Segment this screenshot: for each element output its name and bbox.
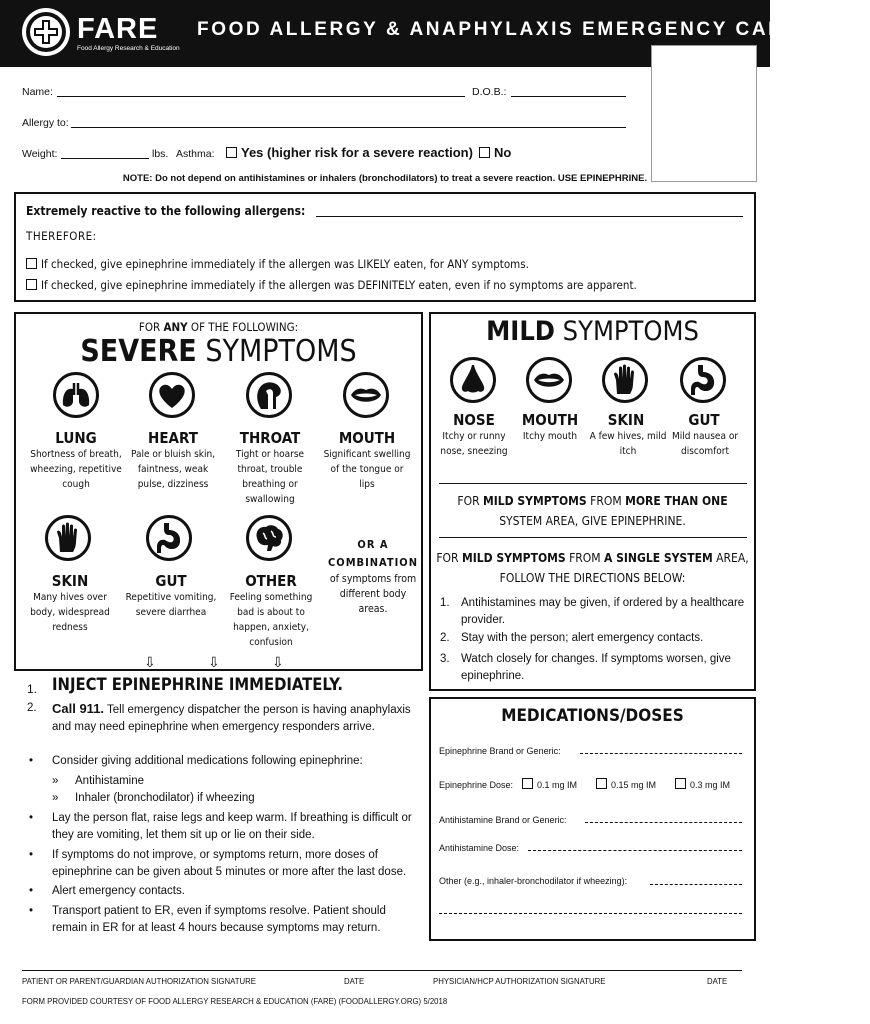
antihistamine-brand-label: Antihistamine Brand or Generic: bbox=[439, 815, 567, 825]
logo-wordmark: FARE bbox=[77, 13, 159, 45]
mild-mouth-name: MOUTH bbox=[521, 411, 579, 429]
date-label: DATE bbox=[707, 977, 728, 986]
step1-number: 1. bbox=[27, 682, 38, 696]
dose-checkbox[interactable] bbox=[675, 778, 686, 789]
heart-icon bbox=[149, 372, 195, 418]
dose-checkbox[interactable] bbox=[522, 778, 533, 789]
weight-field[interactable] bbox=[61, 158, 149, 159]
mild-step-3: Watch closely for changes. If symptoms worsen, give epinephrine. bbox=[461, 653, 731, 682]
brain-icon bbox=[246, 515, 292, 561]
fare-logo-icon bbox=[22, 8, 70, 56]
bullet-icon: • bbox=[29, 755, 34, 767]
antihistamine-dose-label: Antihistamine Dose: bbox=[439, 843, 520, 853]
sub-inhaler: Inhaler (bronchodilator) if wheezing bbox=[75, 792, 255, 804]
mild-step-1: Antihistamines may be given, if ordered by a healthcare provider. bbox=[461, 597, 745, 626]
for-any-label: FOR ANY OF THE FOLLOWING: bbox=[138, 320, 299, 334]
lungs-icon bbox=[53, 372, 99, 418]
severe-throat-desc: Tight or hoarse throat, trouble breathing or swallowing bbox=[235, 449, 305, 505]
dose-option-0-3[interactable]: 0.3 mg IM bbox=[675, 778, 730, 790]
mouth-icon bbox=[343, 372, 389, 418]
severe-lung-name: LUNG bbox=[55, 429, 97, 447]
severe-other-desc: Feeling something bad is about to happen, anxiety, confusion bbox=[229, 592, 313, 648]
epi-brand-label: Epinephrine Brand or Generic: bbox=[439, 746, 561, 756]
mild-step-number: 3. bbox=[440, 653, 450, 665]
medications-title: MEDICATIONS/DOSES bbox=[501, 706, 684, 726]
bullet-icon: • bbox=[29, 885, 34, 897]
mild-skin-name: SKIN bbox=[607, 411, 645, 429]
dob-label: D.O.B.: bbox=[472, 86, 507, 98]
mild-nose-name: NOSE bbox=[453, 411, 495, 429]
mild-single-system: FOR MILD SYMPTOMS FROM A SINGLE SYSTEM AREA, FOLLOW THE DIRECTIONS BELOW: bbox=[436, 551, 749, 585]
hand-icon bbox=[602, 357, 648, 403]
bullet-transport: Transport patient to ER, even if symptoms resolve. Patient should remain in ER for at least 4 hours because symptoms may return. bbox=[52, 905, 386, 934]
bullet-icon: • bbox=[29, 905, 34, 917]
definitely-label: If checked, give epinephrine immediately if the allergen was DEFINITELY eaten, even if no symptoms are apparent. bbox=[41, 278, 637, 292]
asthma-yes-option[interactable] bbox=[226, 145, 473, 160]
severe-title: SEVERE SYMPTOMS bbox=[80, 334, 357, 369]
throat-icon bbox=[246, 372, 292, 418]
severe-mouth-name: MOUTH bbox=[338, 429, 396, 447]
dose-option-0-1[interactable]: 0.1 mg IM bbox=[522, 778, 577, 790]
stomach-icon bbox=[146, 515, 192, 561]
bullet-icon: • bbox=[29, 849, 34, 861]
mild-skin-desc: A few hives, mild itch bbox=[589, 431, 667, 457]
severe-skin-desc: Many hives over body, widespread redness bbox=[30, 592, 110, 633]
other-med-field-2[interactable] bbox=[439, 913, 742, 914]
other-med-field[interactable] bbox=[650, 884, 742, 885]
definitely-checkbox[interactable] bbox=[26, 279, 37, 290]
patient-signature-label: PATIENT OR PARENT/GUARDIAN AUTHORIZATION SIGNATURE bbox=[22, 977, 256, 986]
bullet-additional-meds: Consider giving additional medications following epinephrine: bbox=[52, 755, 363, 767]
down-arrow-icon: ⇩ bbox=[144, 654, 156, 670]
logo-subtext: Food Allergy Research & Education bbox=[77, 45, 180, 52]
sub-bullet-icon: » bbox=[52, 792, 59, 804]
severe-lung-desc: Shortness of breath, wheezing, repetitive cough bbox=[30, 449, 122, 490]
severe-gut-name: GUT bbox=[155, 572, 187, 590]
severe-heart-desc: Pale or bluish skin, faintness, weak pulse, dizziness bbox=[130, 449, 216, 490]
down-arrow-icon: ⇩ bbox=[208, 654, 220, 670]
likely-label: If checked, give epinephrine immediately if the allergen was LIKELY eaten, for ANY symptoms. bbox=[41, 257, 529, 271]
divider bbox=[439, 537, 747, 538]
severe-other-name: OTHER bbox=[245, 572, 297, 590]
weight-label: Weight: bbox=[22, 148, 58, 160]
date-label: DATE bbox=[344, 977, 365, 986]
other-med-label: Other (e.g., inhaler-bronchodilator if wheezing): bbox=[439, 876, 628, 886]
severe-heart-name: HEART bbox=[148, 429, 198, 447]
lbs-label: lbs. bbox=[152, 148, 169, 160]
epi-brand-field[interactable] bbox=[580, 753, 742, 754]
note-text: NOTE: Do not depend on antihistamines or inhalers (bronchodilators) to treat a severe reaction. USE EPINEPHRINE. bbox=[122, 173, 648, 184]
dob-field[interactable] bbox=[511, 96, 626, 97]
antihistamine-brand-field[interactable] bbox=[585, 822, 742, 823]
combination-desc: of symptoms from different body areas. bbox=[329, 573, 417, 615]
bullet-lay-flat: Lay the person flat, raise legs and keep warm. If breathing is difficult or they are vomiting, let them sit up or lie on their side. bbox=[52, 812, 412, 841]
bullet-icon: • bbox=[29, 812, 34, 824]
mild-step-number: 1. bbox=[440, 597, 450, 609]
asthma-no-label: No bbox=[494, 145, 512, 160]
mild-more-than-one: FOR MILD SYMPTOMS FROM MORE THAN ONE SYSTEM AREA, GIVE EPINEPHRINE. bbox=[457, 494, 728, 528]
likely-checkbox[interactable] bbox=[26, 258, 37, 269]
severe-skin-name: SKIN bbox=[51, 572, 89, 590]
asthma-no-checkbox[interactable] bbox=[479, 147, 490, 158]
asthma-no-option[interactable] bbox=[479, 145, 511, 160]
allergen-option-definitely[interactable] bbox=[26, 278, 637, 292]
dose-checkbox[interactable] bbox=[596, 778, 607, 789]
mild-gut-desc: Mild nausea or discomfort bbox=[671, 431, 739, 457]
combination-label: OR A COMBINATION bbox=[328, 538, 418, 569]
step2-number: 2. bbox=[27, 702, 37, 714]
severe-throat-name: THROAT bbox=[239, 429, 301, 447]
severe-gut-desc: Repetitive vomiting, severe diarrhea bbox=[125, 592, 217, 618]
nose-icon bbox=[450, 357, 496, 403]
courtesy-text: FORM PROVIDED COURTESY OF FOOD ALLERGY RESEARCH & EDUCATION (FARE) (FOODALLERGY.ORG) 5/2018 bbox=[22, 997, 448, 1006]
asthma-yes-label: Yes (higher risk for a severe reaction) bbox=[241, 145, 473, 160]
mild-step-2: Stay with the person; alert emergency contacts. bbox=[461, 632, 704, 644]
bullet-more-doses: If symptoms do not improve, or symptoms return, more doses of epinephrine can be given about 5 minutes or more after the last dose. bbox=[52, 849, 407, 878]
mild-title: MILD SYMPTOMS bbox=[486, 316, 699, 347]
signature-line[interactable] bbox=[22, 970, 742, 971]
mild-step-number: 2. bbox=[440, 632, 450, 644]
step2-text: Call 911. Tell emergency dispatcher the person is having anaphylaxis and may need epinephrine when emergency responders arrive. bbox=[52, 701, 411, 733]
allergen-option-likely[interactable] bbox=[26, 257, 529, 271]
therefore-label: THEREFORE: bbox=[26, 229, 97, 243]
mouth-icon bbox=[526, 357, 572, 403]
allergen-box bbox=[14, 192, 756, 302]
page-title: FOOD ALLERGY & ANAPHYLAXIS EMERGENCY CARE PLAN bbox=[197, 19, 870, 40]
allergy-field[interactable] bbox=[71, 127, 626, 128]
asthma-yes-checkbox[interactable] bbox=[226, 147, 237, 158]
mild-mouth-desc: Itchy mouth bbox=[522, 431, 578, 442]
bullet-alert-contacts: Alert emergency contacts. bbox=[52, 885, 185, 897]
name-label: Name: bbox=[22, 86, 53, 98]
photo-placeholder[interactable] bbox=[651, 45, 757, 182]
hand-icon bbox=[45, 515, 91, 561]
asthma-label: Asthma: bbox=[176, 148, 215, 160]
inject-epinephrine: INJECT EPINEPHRINE IMMEDIATELY. bbox=[52, 675, 343, 694]
dose-option-0-15[interactable]: 0.15 mg IM bbox=[596, 778, 656, 790]
allergy-label: Allergy to: bbox=[22, 117, 69, 129]
stomach-icon bbox=[680, 357, 726, 403]
allergen-heading: Extremely reactive to the following allergens: bbox=[26, 204, 306, 218]
physician-signature-label: PHYSICIAN/HCP AUTHORIZATION SIGNATURE bbox=[433, 977, 606, 986]
severe-mouth-desc: Significant swelling of the tongue or lips bbox=[323, 449, 411, 490]
antihistamine-dose-field[interactable] bbox=[528, 850, 742, 851]
mild-gut-name: GUT bbox=[688, 411, 720, 429]
sub-antihistamine: Antihistamine bbox=[75, 775, 145, 787]
allergen-field[interactable] bbox=[316, 216, 743, 217]
epi-dose-label: Epinephrine Dose: bbox=[439, 780, 514, 790]
divider bbox=[439, 483, 747, 484]
down-arrow-icon: ⇩ bbox=[272, 654, 284, 670]
mild-nose-desc: Itchy or runny nose, sneezing bbox=[440, 431, 508, 457]
name-field[interactable] bbox=[57, 96, 465, 97]
sub-bullet-icon: » bbox=[52, 775, 59, 787]
